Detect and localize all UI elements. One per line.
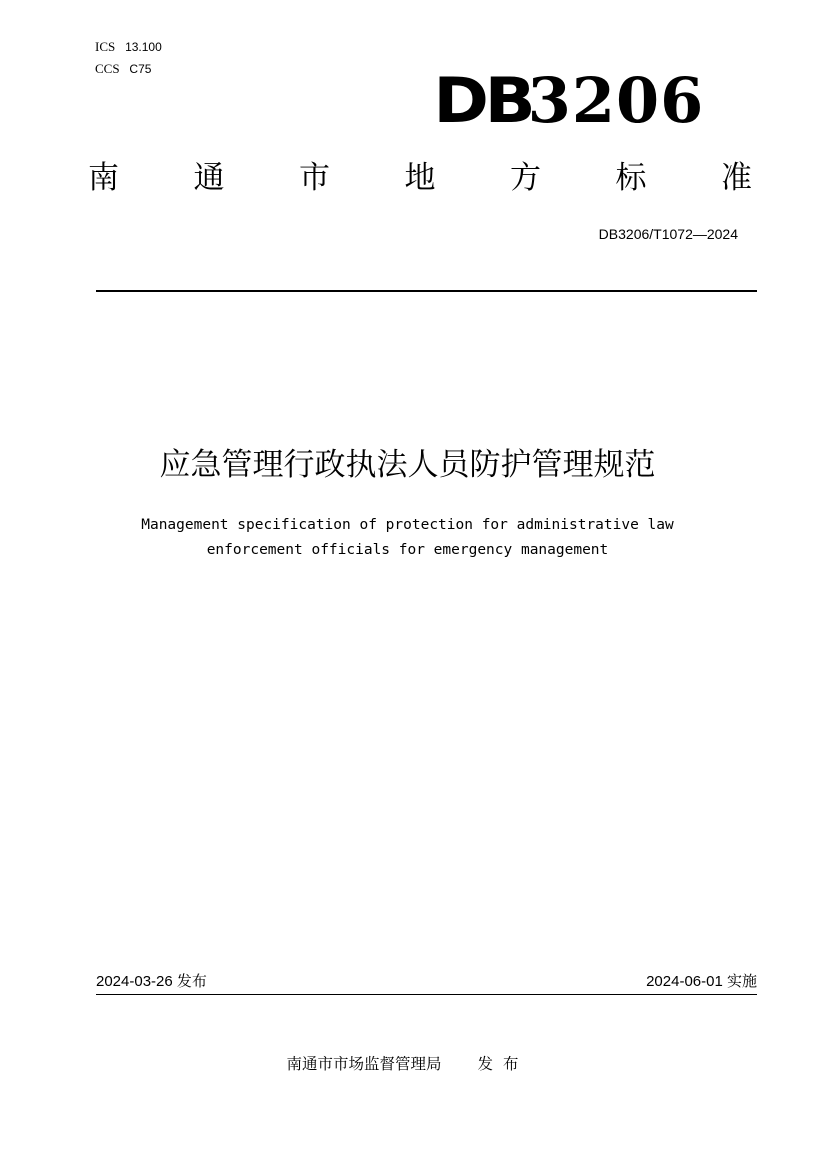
document-title-chinese: 应急管理行政执法人员防护管理规范 bbox=[159, 447, 656, 483]
ccs-label: CCS bbox=[95, 61, 120, 76]
db-logo-letters: DB bbox=[433, 64, 532, 137]
standard-type-char: 地 bbox=[404, 160, 436, 196]
issue-date: 2024-03-26 bbox=[96, 973, 173, 990]
standard-type-char: 方 bbox=[510, 160, 541, 196]
standard-number: DB3206/T1072—2024 bbox=[598, 226, 738, 242]
implementation-date: 2024-06-01 bbox=[646, 973, 723, 990]
issue-date-line bbox=[96, 970, 207, 993]
standard-type-char: 标 bbox=[615, 160, 647, 196]
ics-code bbox=[95, 40, 162, 54]
implementation-date-line bbox=[646, 970, 757, 993]
bottom-divider bbox=[96, 994, 757, 995]
issuer-line bbox=[0, 1052, 815, 1076]
ccs-code bbox=[95, 62, 151, 76]
standard-type-char: 准 bbox=[721, 160, 752, 196]
standard-type-char: 市 bbox=[299, 160, 330, 196]
db-logo-digits: 3206 bbox=[527, 64, 705, 137]
issuer-action: 发布 bbox=[477, 1055, 529, 1073]
standard-type-char: 南 bbox=[88, 160, 119, 196]
top-divider bbox=[96, 290, 757, 292]
implementation-label: 实施 bbox=[726, 972, 757, 990]
issuer-name: 南通市市场监督管理局 bbox=[286, 1055, 442, 1073]
ccs-value: C75 bbox=[129, 62, 152, 76]
ics-label: ICS bbox=[95, 39, 116, 54]
document-title-english-line-1: Management specification of protection for administrative law bbox=[141, 517, 674, 533]
ics-value: 13.100 bbox=[125, 40, 162, 54]
standard-type-heading bbox=[88, 155, 752, 201]
standard-type-char: 通 bbox=[193, 160, 225, 196]
issue-label: 发布 bbox=[176, 972, 207, 990]
document-title-english-line-2: enforcement officials for emergency management bbox=[206, 542, 609, 558]
db-logo bbox=[433, 64, 705, 137]
